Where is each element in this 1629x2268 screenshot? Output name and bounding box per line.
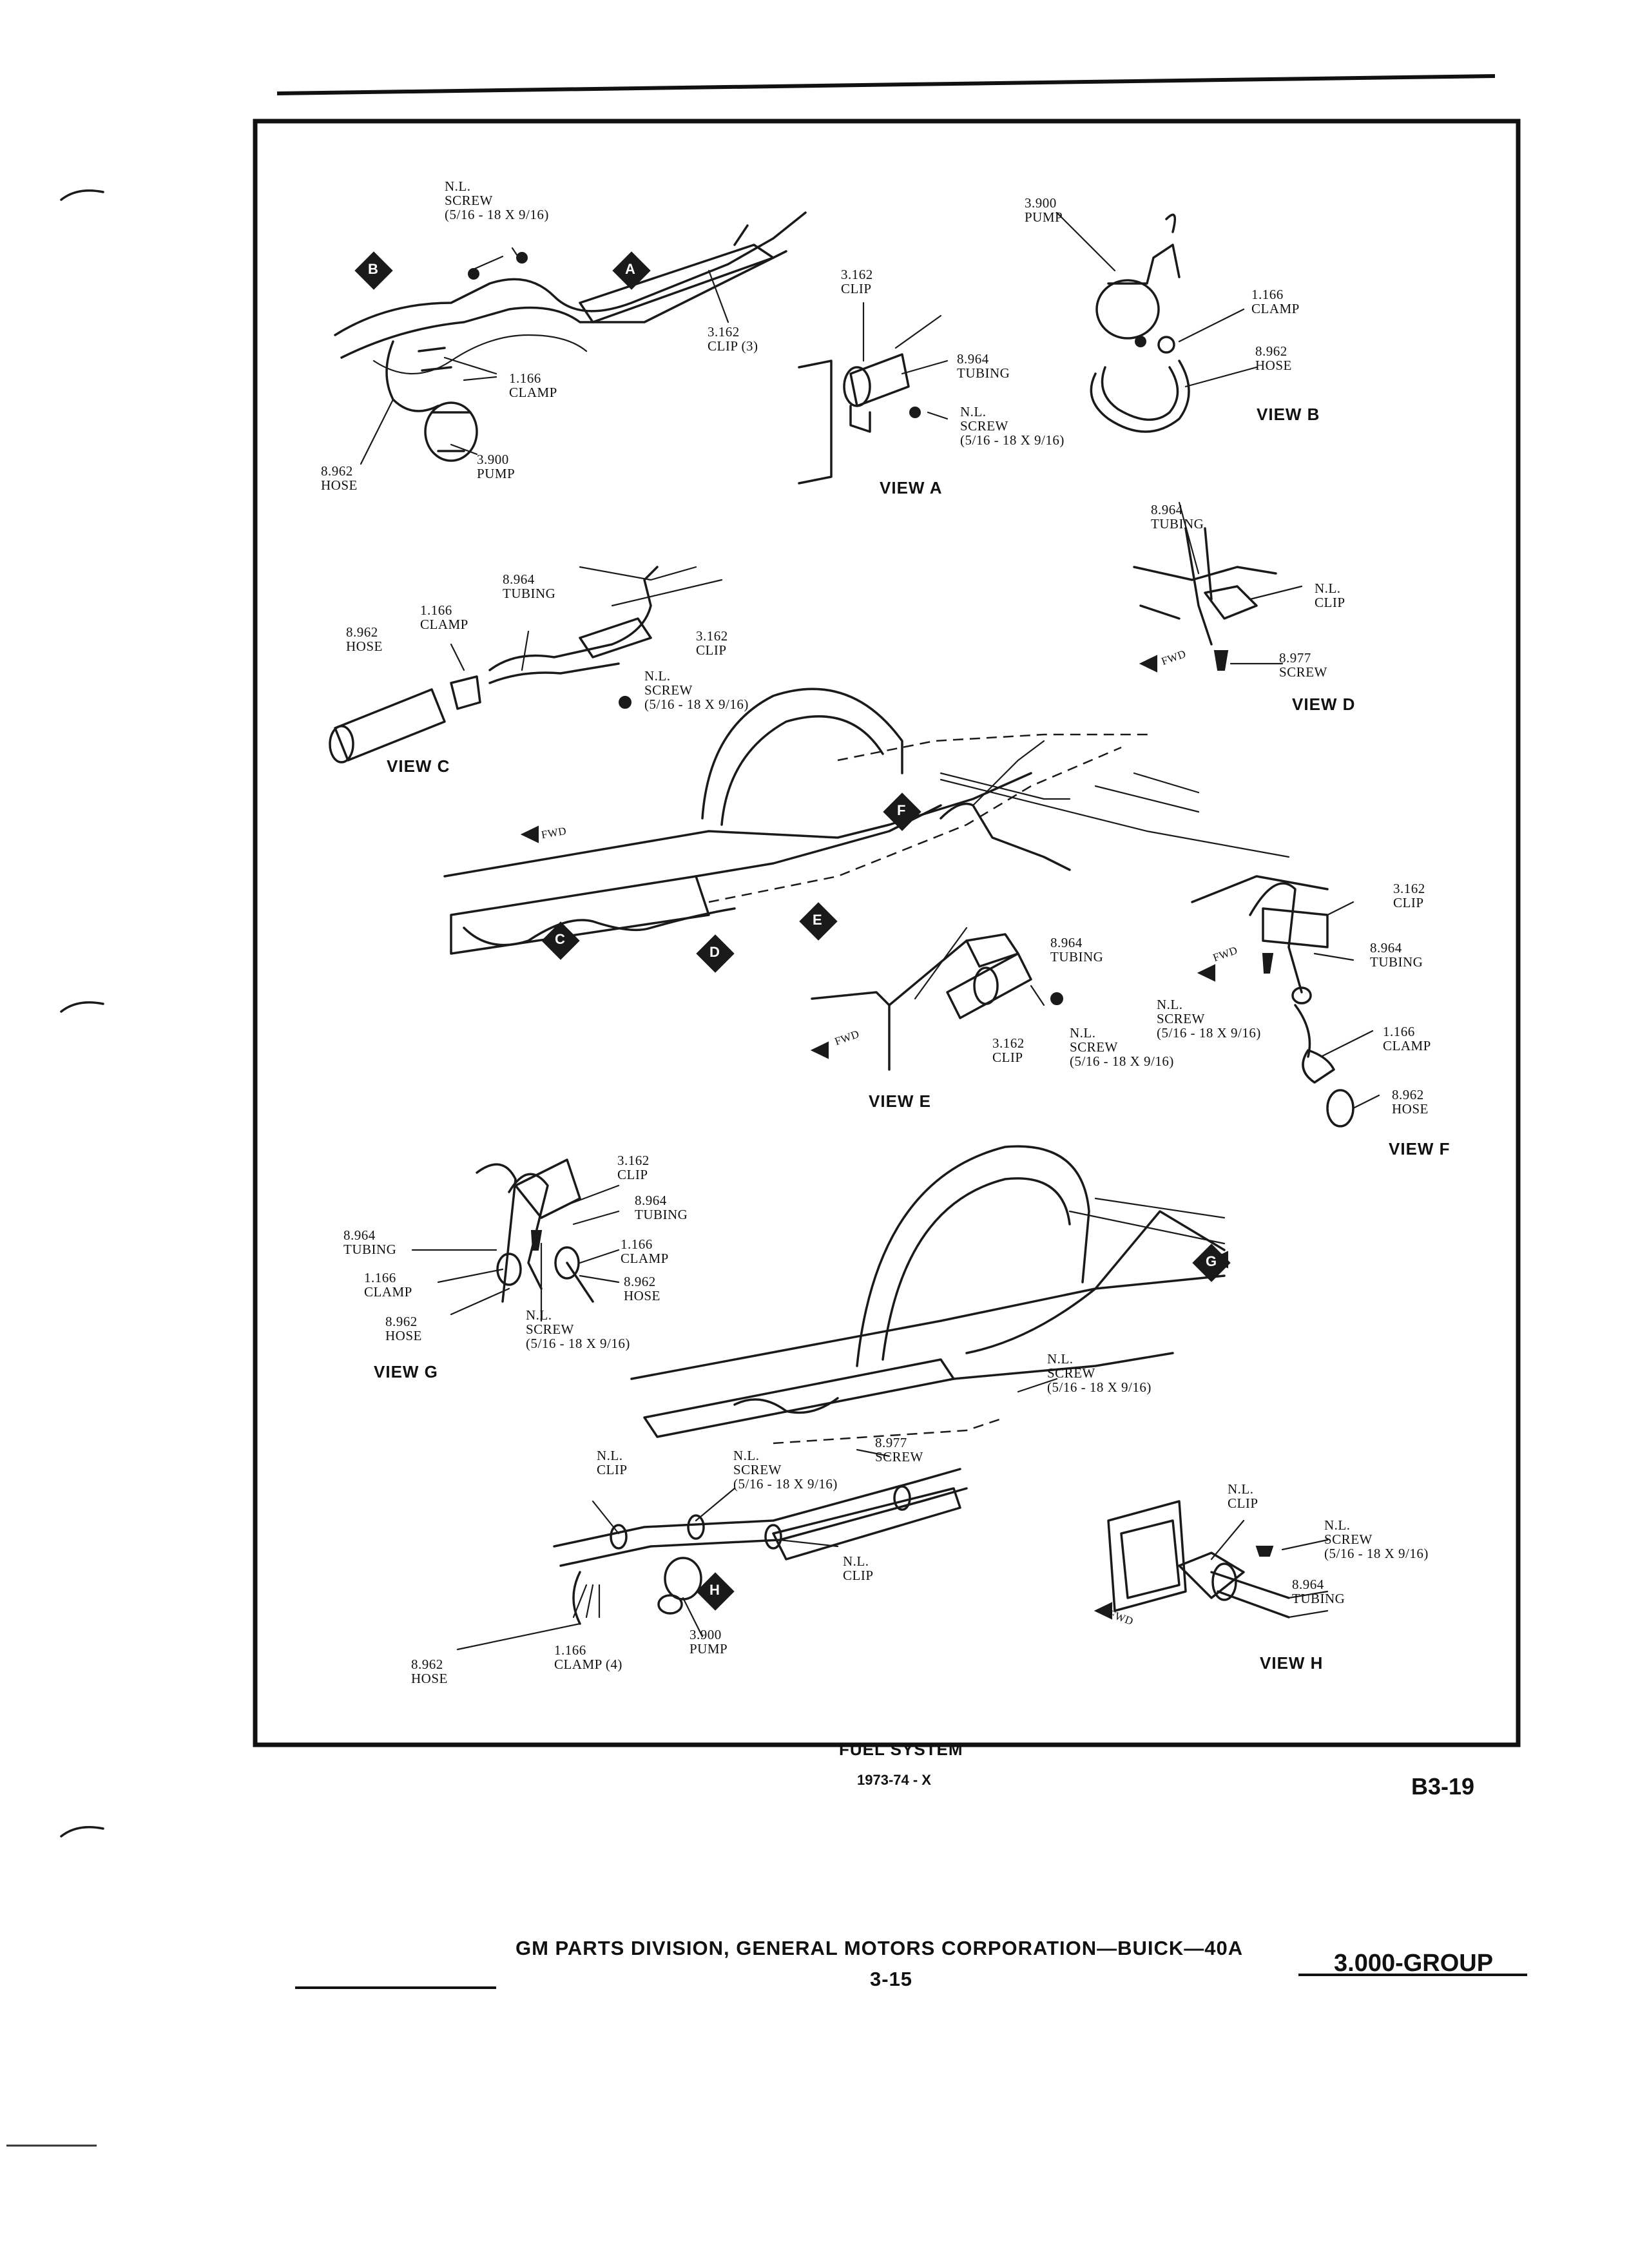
label-screw-8977: 8.977 SCREW bbox=[875, 1435, 923, 1465]
label-clip-bottom-middle: N.L. CLIP bbox=[843, 1553, 874, 1583]
label-tubing-d: 8.964 TUBING bbox=[1151, 502, 1204, 532]
view-g-drawing bbox=[412, 1160, 619, 1321]
label-clamp-top: 1.166 CLAMP bbox=[509, 370, 557, 400]
label-pump-b: 3.900 PUMP bbox=[1025, 195, 1063, 225]
label-fwd-d: FWD bbox=[1159, 647, 1188, 668]
callout-g: G bbox=[1206, 1253, 1217, 1269]
label-clip-h: N.L. CLIP bbox=[1228, 1481, 1258, 1511]
label-clamp-f: 1.166 CLAMP bbox=[1383, 1024, 1431, 1053]
view-a-drawing bbox=[799, 303, 947, 483]
callout-f: F bbox=[897, 802, 906, 818]
label-clip-a: 3.162 CLIP bbox=[841, 267, 873, 296]
footer-subtitle: 1973-74 - X bbox=[857, 1772, 931, 1788]
label-hose-top: 8.962 HOSE bbox=[321, 463, 358, 493]
label-hose-c: 8.962 HOSE bbox=[346, 624, 383, 654]
footer-title: FUEL SYSTEM bbox=[839, 1740, 963, 1759]
bottom-left-assembly bbox=[458, 1469, 967, 1649]
label-clip-e: 3.162 CLIP bbox=[992, 1035, 1025, 1065]
view-b-drawing bbox=[1057, 213, 1257, 432]
label-screw-h: N.L. SCREW (5/16 - 18 X 9/16) bbox=[1324, 1517, 1429, 1561]
label-tubing-e: 8.964 TUBING bbox=[1050, 935, 1104, 965]
group-label: 3.000-GROUP bbox=[1334, 1950, 1494, 1977]
label-hose-f: 8.962 HOSE bbox=[1392, 1087, 1429, 1117]
view-a-title: VIEW A bbox=[880, 478, 943, 497]
callout-h: H bbox=[709, 1582, 720, 1598]
callout-d: D bbox=[709, 944, 720, 960]
label-fwd-e: FWD bbox=[833, 1027, 862, 1048]
label-clip-c: 3.162 CLIP bbox=[696, 628, 728, 658]
view-f-title: VIEW F bbox=[1389, 1139, 1451, 1158]
label-fwd-f: FWD bbox=[1211, 943, 1240, 965]
page-code: B3-19 bbox=[1411, 1773, 1475, 1800]
label-screw-f: N.L. SCREW (5/16 - 18 X 9/16) bbox=[1157, 997, 1261, 1041]
view-d-title: VIEW D bbox=[1292, 695, 1356, 714]
label-fwd-middle: FWD bbox=[540, 824, 568, 841]
view-g-title: VIEW G bbox=[374, 1362, 438, 1381]
label-tubing-f: 8.964 TUBING bbox=[1370, 940, 1423, 970]
view-e-drawing bbox=[812, 928, 1063, 1070]
label-screw-lower-right: N.L. SCREW (5/16 - 18 X 9/16) bbox=[1047, 1351, 1152, 1395]
label-screw-bottom-middle: N.L. SCREW (5/16 - 18 X 9/16) bbox=[733, 1448, 838, 1492]
label-screw-c: N.L. SCREW (5/16 - 18 X 9/16) bbox=[644, 668, 749, 712]
label-clamp-c: 1.166 CLAMP bbox=[420, 602, 468, 632]
label-hose-b: 8.962 HOSE bbox=[1255, 343, 1292, 373]
label-clamp-g-right: 1.166 CLAMP bbox=[621, 1236, 669, 1266]
label-screw-e: N.L. SCREW (5/16 - 18 X 9/16) bbox=[1070, 1025, 1174, 1069]
callout-b: B bbox=[368, 261, 378, 277]
label-fwd-h: FWD bbox=[1107, 1607, 1135, 1628]
label-clamp-4: 1.166 CLAMP (4) bbox=[554, 1642, 622, 1672]
label-screw-g: N.L. SCREW (5/16 - 18 X 9/16) bbox=[526, 1307, 630, 1351]
label-clip-bottom-left: N.L. CLIP bbox=[597, 1448, 628, 1477]
label-clamp-g-left: 1.166 CLAMP bbox=[364, 1270, 412, 1300]
view-c-title: VIEW C bbox=[387, 756, 450, 776]
label-hose-bottom: 8.962 HOSE bbox=[411, 1657, 448, 1686]
lower-frame-drawing bbox=[631, 1146, 1228, 1456]
label-pump-top: 3.900 PUMP bbox=[477, 452, 516, 481]
callout-c: C bbox=[555, 931, 565, 947]
publisher-line: GM PARTS DIVISION, GENERAL MOTORS CORPORATION—BUICK—40A bbox=[516, 1937, 1244, 1959]
label-nl-screw-top: N.L. SCREW (5/16 - 18 X 9/16) bbox=[445, 178, 549, 222]
label-screw-d: 8.977 SCREW bbox=[1279, 650, 1327, 680]
label-hose-g-right: 8.962 HOSE bbox=[624, 1274, 660, 1303]
label-screw-a: N.L. SCREW (5/16 - 18 X 9/16) bbox=[960, 404, 1065, 448]
label-tubing-g-left: 8.964 TUBING bbox=[343, 1227, 397, 1257]
view-b-title: VIEW B bbox=[1257, 405, 1320, 424]
view-e-title: VIEW E bbox=[869, 1091, 932, 1111]
label-clip-f: 3.162 CLIP bbox=[1393, 881, 1425, 910]
label-tubing-a: 8.964 TUBING bbox=[957, 351, 1010, 381]
label-tubing-h: 8.964 TUBING bbox=[1292, 1577, 1345, 1606]
label-pump-bottom: 3.900 PUMP bbox=[689, 1627, 728, 1657]
label-clamp-b: 1.166 CLAMP bbox=[1251, 287, 1300, 316]
view-h-title: VIEW H bbox=[1260, 1653, 1324, 1673]
label-tubing-c: 8.964 TUBING bbox=[503, 572, 556, 601]
label-tubing-g-right: 8.964 TUBING bbox=[635, 1193, 688, 1222]
label-clip-3: 3.162 CLIP (3) bbox=[708, 324, 758, 354]
callout-a: A bbox=[625, 261, 635, 277]
middle-frame-drawing bbox=[445, 689, 1289, 954]
label-clip-d: N.L. CLIP bbox=[1315, 581, 1345, 610]
label-clip-g: 3.162 CLIP bbox=[617, 1153, 650, 1182]
label-hose-g-left: 8.962 HOSE bbox=[385, 1314, 422, 1343]
callout-e: E bbox=[813, 912, 822, 928]
page-number: 3-15 bbox=[870, 1968, 913, 1990]
